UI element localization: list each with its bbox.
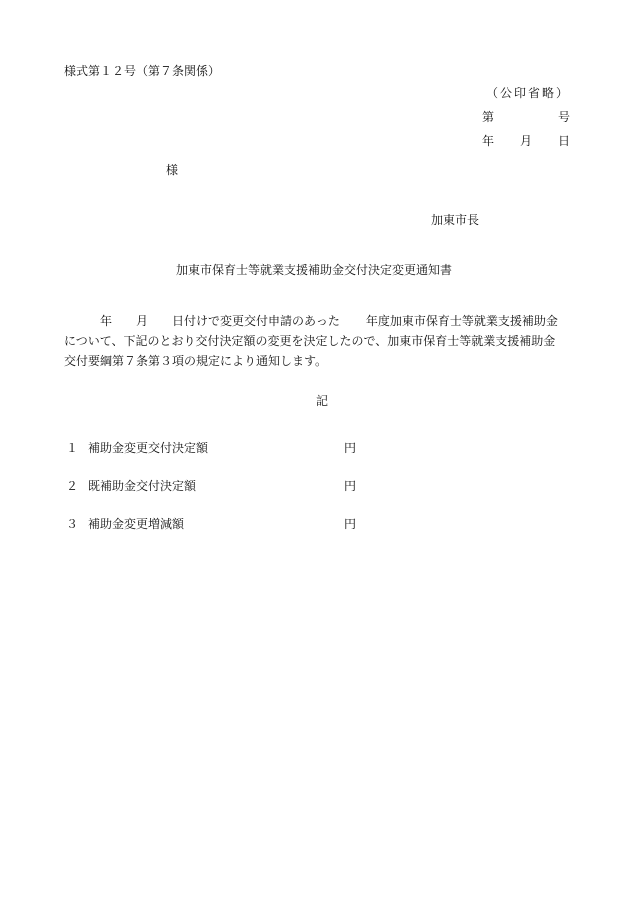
item-number: ２ — [66, 479, 79, 493]
body-line-1-mid: 日付けで変更交付申請のあった — [172, 314, 340, 328]
body-line-3: 交付要綱第７条第３項の規定により通知します。 — [64, 354, 328, 368]
date-month-label: 月 — [520, 134, 533, 148]
ki-heading: 記 — [316, 394, 329, 408]
item-label: 既補助金交付決定額 — [88, 479, 197, 493]
item-unit-yen: 円 — [344, 479, 357, 493]
issue-number-prefix: 第 — [482, 110, 495, 124]
item-number: １ — [66, 441, 79, 455]
issue-number-suffix: 号 — [558, 110, 571, 124]
item-label: 補助金変更増減額 — [88, 517, 185, 531]
issuer-name: 加東市長 — [431, 213, 480, 227]
date-day-label: 日 — [558, 134, 571, 148]
body-line-1-end: 年度加東市保育士等就業支援補助金 — [365, 314, 558, 328]
body-month-char: 月 — [136, 314, 149, 328]
addressee-honorific: 様 — [166, 163, 179, 177]
item-label: 補助金変更交付決定額 — [88, 441, 209, 455]
seal-omitted-note: （公印省略） — [486, 86, 571, 100]
item-number: ３ — [66, 517, 79, 531]
body-year-char: 年 — [100, 314, 113, 328]
body-line-1 — [64, 311, 584, 331]
document-title: 加東市保育士等就業支援補助金交付決定変更通知書 — [176, 263, 453, 277]
body-paragraph — [64, 311, 584, 371]
body-line-2: について、下記のとおり交付決定額の変更を決定したので、加東市保育士等就業支援補助金 — [64, 334, 556, 348]
item-unit-yen: 円 — [344, 517, 357, 531]
form-number: 様式第１２号（第７条関係） — [64, 64, 221, 78]
date-year-label: 年 — [482, 134, 495, 148]
item-unit-yen: 円 — [344, 441, 357, 455]
